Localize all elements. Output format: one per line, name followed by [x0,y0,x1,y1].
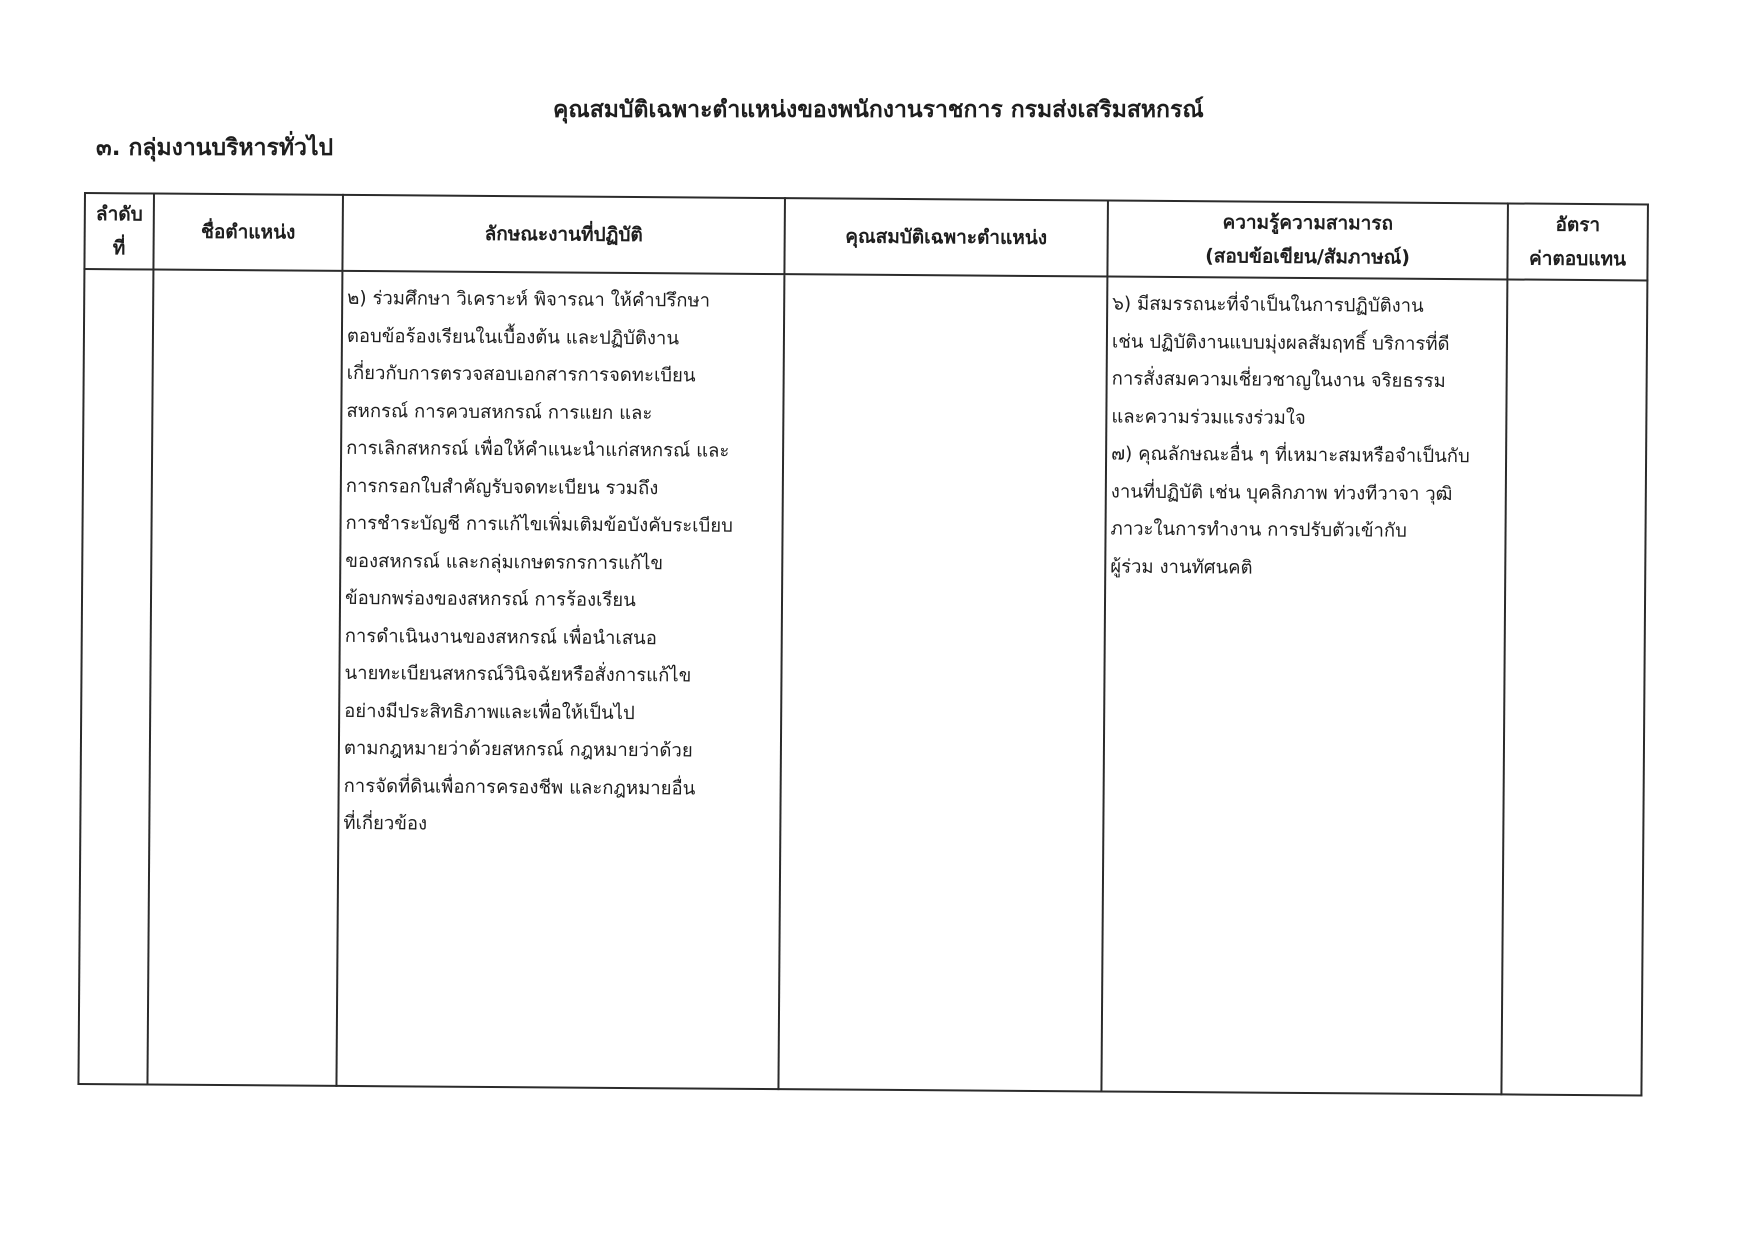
header-position-name: ชื่อตำแหน่ง [153,194,343,271]
header-order-line2: ที่ [112,237,126,260]
job-line: การดำเนินงานของสหกรณ์ เพื่อนำเสนอ [344,625,657,649]
job-line: สหกรณ์ การควบสหกรณ์ การแยก และ [346,400,653,424]
job-line: ที่เกี่ยวข้อง [343,812,428,835]
header-knowledge-line2: (สอบข้อเขียน/สัมภาษณ์) [1205,245,1411,269]
job-line: การกรอกใบสำคัญรับจดทะเบียน รวมถึง [345,475,659,499]
job-line: อย่างมีประสิทธิภาพและเพื่อให้เป็นไป [344,700,635,724]
cell-knowledge [1101,277,1507,1095]
knowledge-line: ๗) คุณลักษณะอื่น ๆ ที่เหมาะสมหรือจำเป็นกับ [1111,443,1470,468]
knowledge-line: เช่น ปฏิบัติงานแบบมุ่งผลสัมฤทธิ์ บริการที่ดี [1111,331,1450,355]
header-order-line1: ลำดับ [95,203,143,226]
table-row [78,269,1647,1095]
header-knowledge [1107,201,1508,280]
knowledge-line: ผู้ร่วม งานทัศนคติ [1110,556,1253,579]
header-knowledge-line1: ความรู้ความสามารถ [1222,211,1394,235]
job-line: ตอบข้อร้องเรียนในเบื้องต้น และปฏิบัติงาน [346,325,680,349]
knowledge-line: และความร่วมแรงร่วมใจ [1111,406,1306,429]
header-job-description: ลักษณะงานที่ปฏิบัติ [342,195,785,274]
section-title: ๓. กลุ่มงานบริหารทั่วไป [96,135,334,161]
knowledge-line: งานที่ปฏิบัติ เช่น บุคลิกภาพ ท่วงทีวาจา วุฒิ [1110,481,1453,505]
cell-job-description [336,271,784,1089]
job-line: ๒) ร่วมศึกษา วิเคราะห์ พิจารณา ให้คำปรึกษา [347,287,711,312]
header-qualifications: คุณสมบัติเฉพาะตำแหน่ง [784,198,1108,276]
cell-position-name [147,270,342,1086]
header-rate-line1: อัตรา [1555,213,1601,237]
job-line: ข้อบกพร่องของสหกรณ์ การร้องเรียน [344,587,636,612]
job-line: การเลิกสหกรณ์ เพื่อให้คำแนะนำแก่สหกรณ์ และ [346,437,730,462]
job-line: เกี่ยวกับการตรวจสอบเอกสารการจดทะเบียน [346,362,696,387]
qualification-table [77,192,1649,1096]
knowledge-line: ภาวะในการทำงาน การปรับตัวเข้ากับ [1110,518,1407,542]
cell-qualifications [778,274,1107,1091]
qualification-table-container [77,192,1647,1096]
knowledge-line: ๖) มีสมรรถนะที่จำเป็นในการปฏิบัติงาน [1112,293,1424,317]
job-line: การชำระบัญชี การแก้ไขเพิ่มเติมข้อบังคับระเบียบ [345,512,733,537]
header-rate-line2: ค่าตอบแทน [1528,247,1627,271]
page-title: คุณสมบัติเฉพาะตำแหน่งของพนักงานราชการ กรมส่งเสริมสหกรณ์ [553,97,1204,123]
job-line: ของสหกรณ์ และกลุ่มเกษตรกรการแก้ไข [345,550,664,574]
table-header-row [84,193,1648,280]
header-rate [1507,203,1648,280]
cell-rate [1501,279,1647,1095]
cell-order [78,269,153,1084]
job-line: ตามกฎหมายว่าด้วยสหกรณ์ กฎหมายว่าด้วย [343,737,693,762]
header-order [84,193,154,270]
knowledge-line: การสั่งสมความเชี่ยวชาญในงาน จริยธรรม [1111,368,1446,392]
job-line: การจัดที่ดินเพื่อการครองชีพ และกฎหมายอื่น [343,775,696,799]
job-line: นายทะเบียนสหกรณ์วินิจฉัยหรือสั่งการแก้ไข [344,662,692,687]
